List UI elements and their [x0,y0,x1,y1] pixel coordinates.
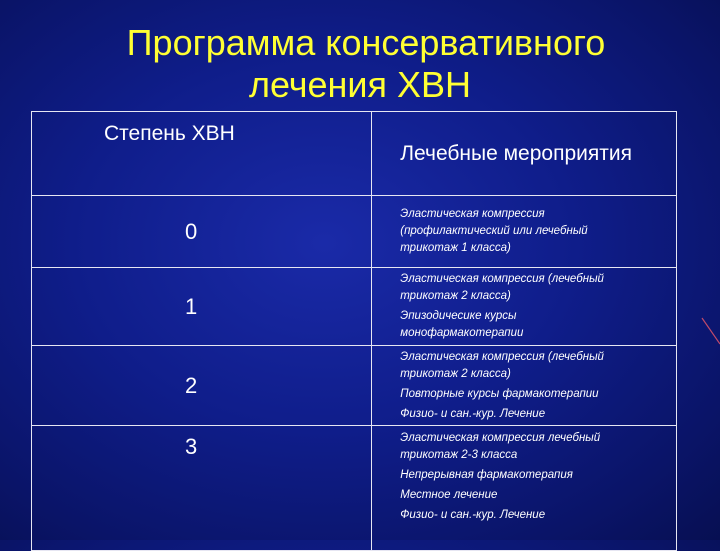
slide-title-line-1: Программа консервативного [126,22,606,63]
treatment-table [31,111,677,551]
grade-value: 3 [185,434,198,459]
grade-value: 2 [185,372,198,398]
treatment-line: Эпизодичесике курсы [400,310,517,322]
treatment-line: Эластическая компрессия (лечебный [400,273,604,285]
treatment-cell [372,268,677,346]
grade-cell [32,268,372,346]
treatment-line: Повторные курсы фармакотерапии [400,387,599,400]
treatment-line: трикотаж 1 класса) [400,242,511,254]
decorative-line [700,316,720,356]
header-grade: Степень ХВН [32,112,372,196]
table-row [32,268,677,346]
table-row [32,196,677,268]
treatment-line: трикотаж 2-3 класса [400,449,518,461]
treatment-cell [372,426,677,551]
table-header-row [32,112,677,196]
grade-value: 0 [185,218,198,244]
slide-title [0,22,720,106]
treatment-cell [372,196,677,268]
grade-cell [32,346,372,426]
treatment-line: (профилактический или лечебный [400,225,588,237]
table-row [32,426,677,551]
treatment-line: Физио- и сан.-кур. Лечение [400,509,546,521]
grade-value: 1 [185,293,198,319]
grade-cell [32,196,372,268]
treatment-line: Непрерывная фармакотерапия [400,469,573,481]
treatment-line: Местное лечение [400,489,498,501]
treatment-line: Эластическая компрессия [400,208,545,220]
header-treatment: Лечебные мероприятия [372,112,677,196]
treatment-line: трикотаж 2 класса) [400,367,511,380]
treatment-cell [372,346,677,426]
treatment-line: трикотаж 2 класса) [400,290,511,302]
treatment-line: Эластическая компрессия лечебный [400,432,601,444]
treatment-line: монофармакотерапии [400,327,524,339]
treatment-line: Эластическая компрессия (лечебный [400,350,604,363]
slide-title-line-2: лечения ХВН [248,64,472,105]
grade-cell [32,426,372,551]
table-row [32,346,677,426]
treatment-line: Физио- и сан.-кур. Лечение [400,407,546,420]
